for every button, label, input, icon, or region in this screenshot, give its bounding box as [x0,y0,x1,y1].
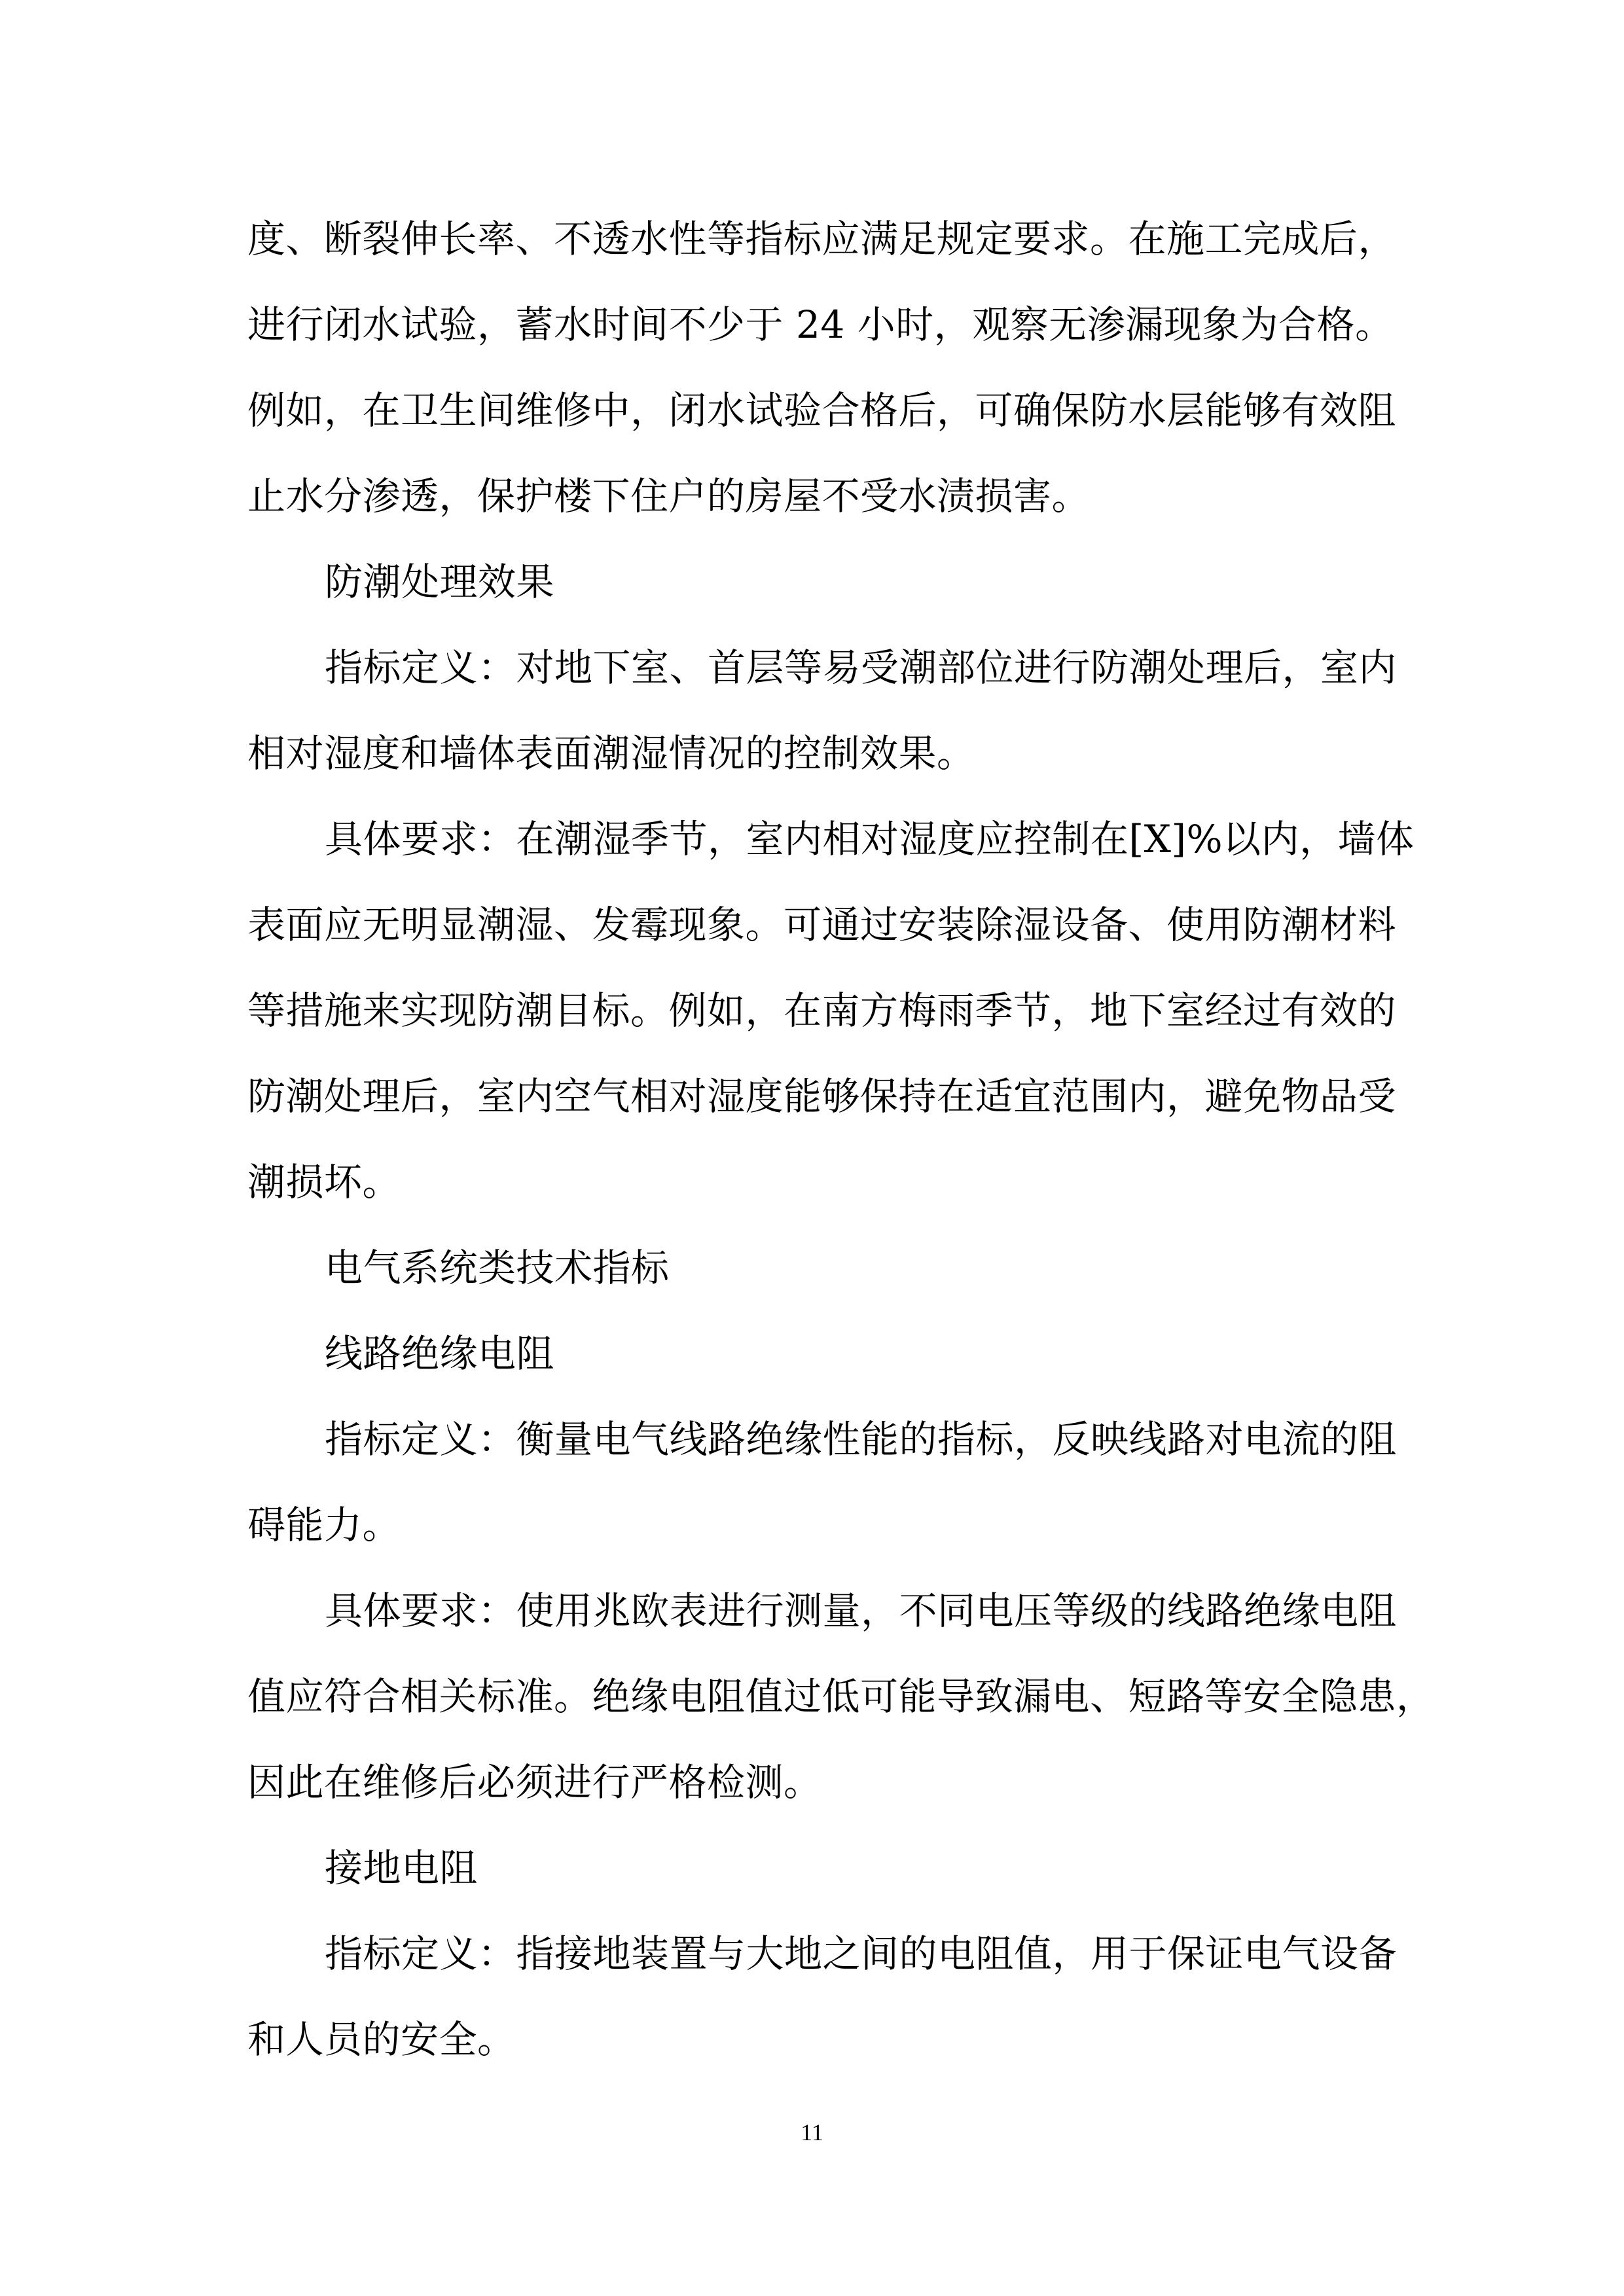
section-heading: 线路绝缘电阻 [325,1331,555,1376]
text-line: 具体要求：使用兆欧表进行测量，不同电压等级的线路绝缘电阻 [325,1588,1398,1633]
text-line: 指标定义：衡量电气线路绝缘性能的指标，反映线路对电流的阻 [325,1417,1398,1462]
text-line: 和人员的安全。 [247,2017,516,2062]
text-line: 度、断裂伸长率、不透水性等指标应满足规定要求。在施工完成后， [247,217,1397,261]
page-number: 11 [801,2119,823,2145]
section-heading: 防潮处理效果 [325,560,555,604]
text-line: 因此在维修后必须进行严格检测。 [247,1760,822,1804]
text-line: 值应符合相关标准。绝缘电阻值过低可能导致漏电、短路等安全隐患， [247,1674,1435,1719]
text-line: 潮损坏。 [247,1160,401,1204]
text-line: 例如，在卫生间维修中，闭水试验合格后，可确保防水层能够有效阻 [247,388,1397,433]
text-line: 具体要求：在潮湿季节，室内相对湿度应控制在[X]%以内，墙体 [325,817,1415,861]
text-line: 进行闭水试验，蓄水时间不少于 24 小时，观察无渗漏现象为合格。 [247,302,1394,347]
text-line: 等措施来实现防潮目标。例如，在南方梅雨季节，地下室经过有效的 [247,988,1397,1033]
text-line: 止水分渗透，保护楼下住户的房屋不受水渍损害。 [247,474,1091,518]
text-line: 表面应无明显潮湿、发霉现象。可通过安装除湿设备、使用防潮材料 [247,903,1397,947]
body-text [247,196,1435,2083]
text-line: 指标定义：指接地装置与大地之间的电阻值，用于保证电气设备 [325,1931,1398,1976]
text-line: 碍能力。 [247,1503,401,1547]
section-heading: 接地电阻 [325,1846,478,1890]
section-heading: 电气系统类技术指标 [325,1246,670,1290]
text-line: 指标定义：对地下室、首层等易受潮部位进行防潮处理后，室内 [325,645,1398,690]
text-line: 相对湿度和墙体表面潮湿情况的控制效果。 [247,731,975,776]
text-line: 防潮处理后，室内空气相对湿度能够保持在适宜范围内，避免物品受 [247,1074,1397,1119]
